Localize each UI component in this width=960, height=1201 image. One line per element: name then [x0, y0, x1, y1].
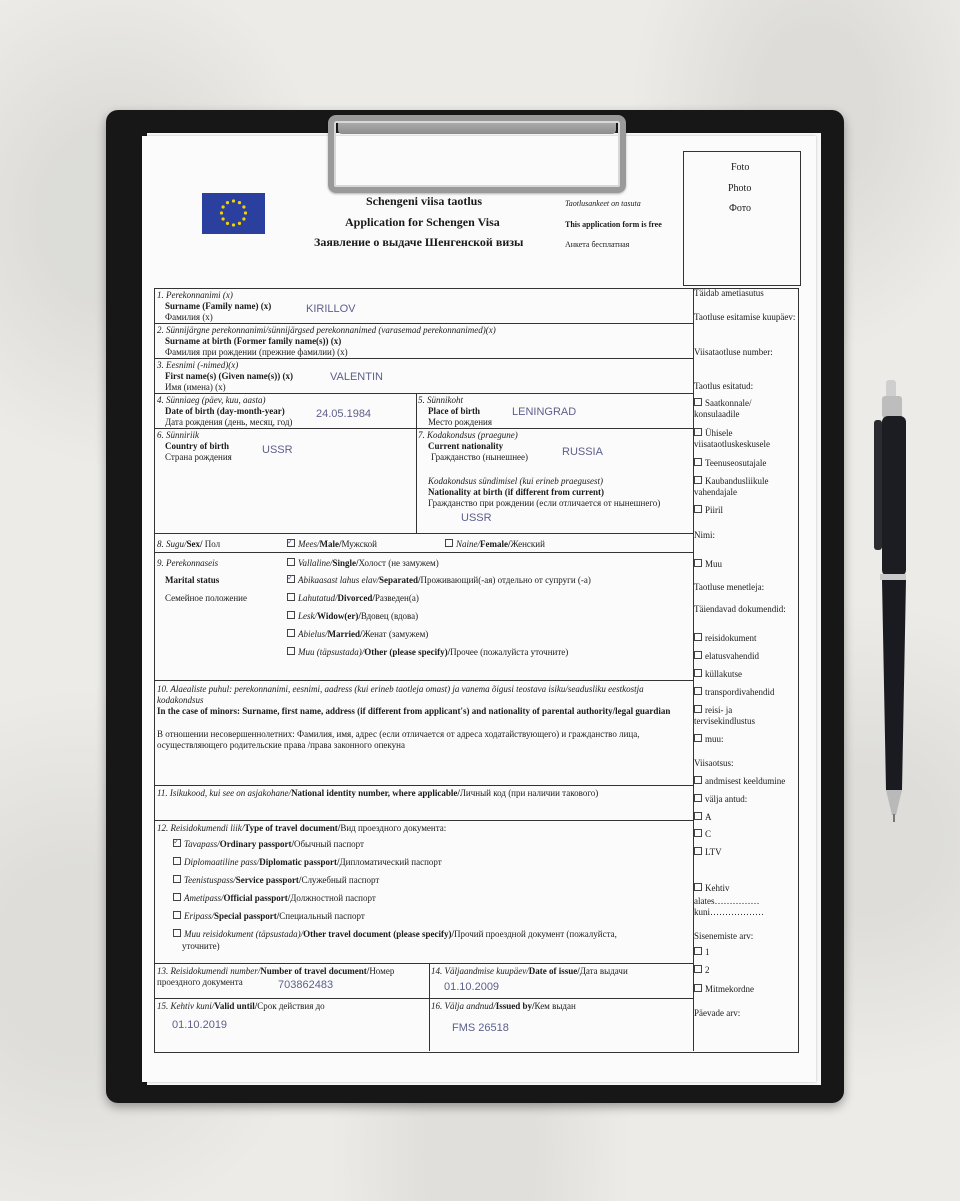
f1-label-en: Surname (Family name) (x)	[165, 301, 272, 311]
f12-label: 12. Reisidokumendi liik/Type of travel document/Вид проездного документа:	[157, 823, 447, 833]
clip-wire	[328, 115, 626, 193]
visa-c-checkbox[interactable]	[694, 829, 702, 837]
doc-option-diplomatic[interactable]: Diplomaatiline pass/Diplomatic passport/Дипломатический паспорт	[173, 857, 442, 868]
marital-option-married[interactable]: Abielus/Married/Женат (замужем)	[287, 629, 428, 640]
intermediary-checkbox[interactable]	[694, 476, 702, 484]
other-doc-checkbox[interactable]	[694, 734, 702, 742]
sidebar-item-multiple[interactable]: Mitmekordne	[694, 984, 754, 995]
f9-label-ru: Семейное положение	[165, 593, 247, 603]
sidebar-item-embassy[interactable]: Saatkonnale/ konsulaadile	[694, 398, 752, 419]
sex-female-option[interactable]: Naine/Female/Женский	[445, 539, 545, 550]
insurance-checkbox[interactable]	[694, 705, 702, 713]
first-name-value[interactable]: VALENTIN	[330, 371, 383, 383]
photo-label-et: Foto	[731, 162, 750, 173]
f4-label-ru: Дата рождения (день, месяц, год)	[165, 417, 293, 427]
f7-birth-label-en: Nationality at birth (if different from current)	[428, 487, 604, 497]
f16-label: 16. Välja andnud/Issued by/Кем выдан	[431, 1001, 576, 1011]
f5-label-en: Place of birth	[428, 406, 480, 416]
f15-label: 15. Kehtiv kuni/Valid until/Срок действия до	[157, 1001, 325, 1011]
invitation-checkbox[interactable]	[694, 669, 702, 677]
sex-male-option[interactable]: ✓ Mees/Male/Мужской	[287, 539, 377, 550]
sidebar-item-official: Täidab ametiasutus	[694, 288, 764, 298]
passport-number-value[interactable]: 703862483	[278, 979, 334, 991]
valid-checkbox[interactable]	[694, 883, 702, 891]
transport-checkbox[interactable]	[694, 687, 702, 695]
f13-label-ru2: проездного документа	[157, 977, 243, 987]
travel-doc-checkbox[interactable]	[694, 633, 702, 641]
photo-label-ru: Фото	[729, 203, 752, 214]
doc-option-official[interactable]: Ametipass/Official passport/Должностной паспорт	[173, 893, 376, 904]
f6-label-ru: Страна рождения	[165, 452, 232, 462]
doc-option-service[interactable]: Teenistuspass/Service passport/Служебный паспорт	[173, 875, 379, 886]
free-ru: Анкета бесплатная	[565, 240, 630, 249]
sidebar-item-from: alates……………	[694, 896, 760, 906]
f10-label-ru: В отношении несовершеннолетних: Фамилия, имя, адрес (если отличается от адреса ходатайствующего) и гражданство лица, осуществляющего родительские права /права законного опекуна	[157, 729, 640, 750]
embassy-checkbox[interactable]	[694, 398, 702, 406]
doc-option-ordinary[interactable]: ✓Tavapass/Ordinary passport/Обычный паспорт	[173, 839, 364, 850]
means-checkbox[interactable]	[694, 651, 702, 659]
f3-label-et: 3. Eesnimi (-nimed)(x)	[157, 360, 239, 370]
f14-label: 14. Väljaandmise kuupäev/Date of issue/Дата выдачи	[431, 966, 628, 976]
widow-checkbox[interactable]	[287, 611, 295, 619]
sex-label: 8. Sugu/Sex/ Пол	[157, 539, 221, 549]
f2-label-et: 2. Sünnijärgne perekonnanimi/sünnijärgsed perekonnanimed (varasemad perekonnanimed)(x)	[157, 325, 496, 335]
special-passport-checkbox[interactable]	[173, 911, 181, 919]
official-passport-checkbox[interactable]	[173, 893, 181, 901]
title-en: Application for Schengen Visa	[345, 215, 500, 229]
current-nationality-value[interactable]: RUSSIA	[562, 446, 603, 458]
title-ru: Заявление о выдаче Шенгенской визы	[314, 235, 524, 249]
sidebar-item-insurance[interactable]: reisi- ja tervisekindlustus	[694, 705, 755, 726]
f6-label-et: 6. Sünniriik	[157, 430, 199, 440]
border-checkbox[interactable]	[694, 505, 702, 513]
sidebar-item-entry-1[interactable]: 1	[694, 947, 710, 958]
sidebar-item-c[interactable]: C	[694, 829, 711, 840]
sidebar-item-entries: Sisenemiste arv:	[694, 931, 754, 941]
f5-label-et: 5. Sünnikoht	[418, 395, 463, 405]
f1-label-ru: Фамилия (x)	[165, 312, 213, 322]
free-et: Taotlusankeet on tasuta	[565, 199, 641, 208]
sidebar-item-until: kuni………………	[694, 907, 765, 917]
f7-birth-label-ru: Гражданство при рождении (если отличается от нынешнего)	[428, 498, 661, 508]
other-marital-checkbox[interactable]	[287, 647, 295, 655]
place-of-birth-value[interactable]: LENINGRAD	[512, 406, 577, 418]
sidebar-item-travel-doc[interactable]: reisidokument	[694, 633, 757, 644]
sidebar-item-intermediary[interactable]: Kaubandusliikule vahendajale	[694, 476, 769, 497]
f7-label-et: 7. Kodakondsus (praegune)	[418, 430, 518, 440]
sidebar-item-date: Taotluse esitamise kuupäev:	[694, 312, 796, 322]
free-en: This application form is free	[565, 220, 662, 229]
f10-label-et: 10. Alaealiste puhul: perekonnanimi, eesnimi, aadress (kui erineb taotleja omast) ja vanema õigusi teostava isiku/seadusliku eestkostja kodakondsus	[157, 684, 644, 705]
marital-option-divorced[interactable]: Lahutatud/Divorced/Разведен(а)	[287, 593, 419, 604]
single-checkbox[interactable]	[287, 558, 295, 566]
sidebar-item-issued[interactable]: välja antud:	[694, 794, 747, 805]
sidebar-item-provider[interactable]: Teenuseosutajale	[694, 458, 766, 469]
country-of-birth-value[interactable]: USSR	[262, 444, 293, 456]
marital-option-single[interactable]: Vallaline/Single/Холост (не замужем)	[287, 558, 439, 569]
sidebar-item-valid[interactable]: Kehtiv	[694, 883, 730, 894]
sidebar-item-handler: Taotluse menetleja:	[694, 582, 765, 592]
sidebar-item-means[interactable]: elatusvahendid	[694, 651, 759, 662]
sidebar-item-docs: Täiendavad dokumendid:	[694, 604, 786, 614]
marital-option-separated[interactable]: ✓Abikaasast lahus elav/Separated/Проживающий(-ая) отдельно от супруги (-а)	[287, 575, 591, 586]
photo-label-en: Photo	[728, 183, 752, 194]
sidebar-item-a[interactable]: A	[694, 812, 712, 823]
sidebar-item-other[interactable]: Muu	[694, 559, 722, 570]
f7-label-ru: Гражданство (нынешнее)	[431, 452, 529, 462]
pen-icon	[872, 380, 908, 825]
f5-label-ru: Место рождения	[428, 417, 493, 427]
f4-label-et: 4. Sünniaeg (päev, kuu, aasta)	[157, 395, 266, 405]
sidebar-item-days: Päevade arv:	[694, 1008, 741, 1018]
marital-option-other[interactable]: Muu (täpsustada)/Other (please specify)/Прочее (пожалуйста уточните)	[287, 647, 568, 658]
diplomatic-passport-checkbox[interactable]	[173, 857, 181, 865]
ordinary-passport-checkbox[interactable]	[173, 839, 181, 847]
sidebar-item-refused[interactable]: andmisest keeldumine	[694, 776, 785, 787]
date-of-issue-value[interactable]: 01.10.2009	[444, 981, 500, 993]
multiple-checkbox[interactable]	[694, 984, 702, 992]
sidebar-item-invitation[interactable]: küllakutse	[694, 669, 742, 680]
sidebar-item-lodged: Taotlus esitatud:	[694, 381, 754, 391]
divorced-checkbox[interactable]	[287, 593, 295, 601]
f3-label-en: First name(s) (Given name(s)) (x)	[165, 371, 293, 381]
issued-by-value[interactable]: FMS 26518	[452, 1022, 509, 1034]
visa-a-checkbox[interactable]	[694, 812, 702, 820]
other-lodged-checkbox[interactable]	[694, 559, 702, 567]
entry-1-checkbox[interactable]	[694, 947, 702, 955]
f6-label-en: Country of birth	[165, 441, 230, 451]
f7-label-en: Current nationality	[428, 441, 504, 451]
marital-option-widow[interactable]: Lesk/Widow(er)/Вдовец (вдова)	[287, 611, 418, 622]
separated-checkbox[interactable]	[287, 575, 295, 583]
f2-label-en: Surname at birth (Former family name(s)) (x)	[165, 336, 342, 346]
cac-checkbox[interactable]	[694, 428, 702, 436]
issued-checkbox[interactable]	[694, 794, 702, 802]
visa-ltv-checkbox[interactable]	[694, 847, 702, 855]
provider-checkbox[interactable]	[694, 458, 702, 466]
title-et: Schengeni viisa taotlus	[366, 194, 483, 208]
sidebar-item-decision: Viisaotsus:	[694, 758, 734, 768]
eu-flag-icon	[202, 193, 265, 234]
f10-label-en: In the case of minors: Surname, first name, address (if different from applicant's) and nationality of parental authority/legal guardian	[157, 706, 671, 716]
married-checkbox[interactable]	[287, 629, 295, 637]
doc-option-other[interactable]: Muu reisidokument (täpsustada)/Other travel document (please specify)/Прочий проездной документ (пожалуйста,	[173, 929, 617, 940]
valid-until-value[interactable]: 01.10.2019	[172, 1019, 228, 1031]
sidebar-item-transport[interactable]: transpordivahendid	[694, 687, 774, 698]
nationality-at-birth-value[interactable]: USSR	[461, 512, 492, 524]
other-document-checkbox[interactable]	[173, 929, 181, 937]
male-checkbox[interactable]	[287, 539, 295, 547]
refused-checkbox[interactable]	[694, 776, 702, 784]
f7-birth-label-et: Kodakondsus sündimisel (kui erineb praegusest)	[428, 476, 603, 486]
f4-label-en: Date of birth (day-month-year)	[165, 406, 285, 416]
doc-option-special[interactable]: Eripass/Special passport/Специальный паспорт	[173, 911, 365, 922]
sidebar-item-entry-2[interactable]: 2	[694, 965, 710, 976]
f9-label-en: Marital status	[165, 575, 220, 585]
doc-option-other-ru2: уточните)	[182, 941, 220, 951]
f13-label: 13. Reisidokumendi number/Number of travel document/Номер	[157, 966, 395, 976]
f9-label-et: 9. Perekonnaseis	[157, 558, 219, 568]
sidebar-item-ltv[interactable]: LTV	[694, 847, 722, 858]
entry-2-checkbox[interactable]	[694, 965, 702, 973]
sidebar-item-cac[interactable]: Ühisele viisataotluskeskusele	[694, 428, 770, 449]
f1-label-et: 1. Perekonnanimi (x)	[157, 290, 233, 300]
service-passport-checkbox[interactable]	[173, 875, 181, 883]
f2-label-ru: Фамилия при рождении (прежние фамилии) (x)	[165, 347, 348, 357]
sidebar-item-name: Nimi:	[694, 530, 716, 540]
surname-value[interactable]: KIRILLOV	[306, 303, 356, 315]
sidebar-item-number: Viisataotluse number:	[694, 347, 773, 357]
sidebar-item-border[interactable]: Piiril	[694, 505, 723, 516]
f3-label-ru: Имя (имена) (x)	[165, 382, 226, 392]
female-checkbox[interactable]	[445, 539, 453, 547]
sidebar-item-other-doc[interactable]: muu:	[694, 734, 724, 745]
date-of-birth-value[interactable]: 24.05.1984	[316, 408, 372, 420]
f11-label: 11. Isikukood, kui see on asjakohane/National identity number, where applicable/Личный код (при наличии такового)	[157, 788, 599, 798]
